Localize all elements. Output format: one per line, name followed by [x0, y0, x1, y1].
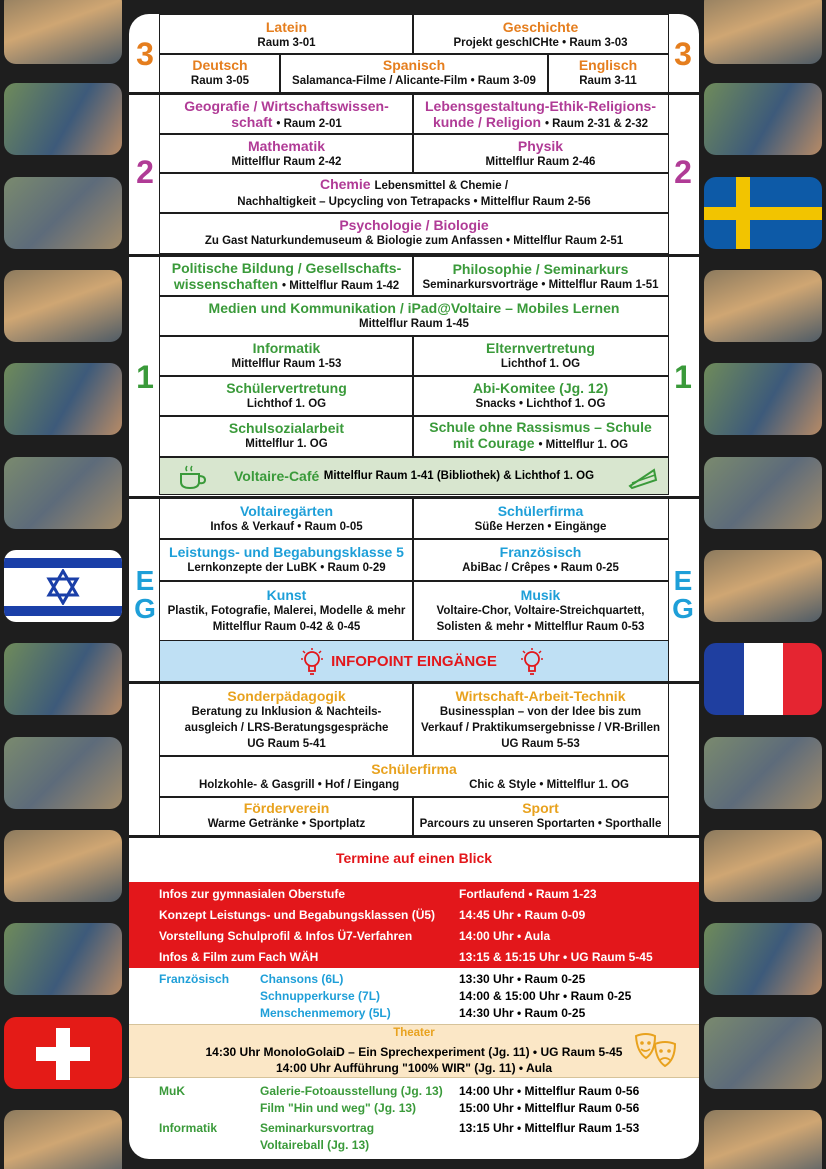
photo-sports-court — [704, 0, 822, 64]
room-title: Englisch — [578, 57, 638, 73]
cafe-detail: Mittelflur Raum 1-41 (Bibliothek) & Lichthof 1. OG — [323, 470, 595, 482]
room-detail: Lernkonzepte der LuBK • Raum 0-29 — [187, 562, 386, 574]
photo-playground — [704, 363, 822, 435]
photo-library — [704, 830, 822, 902]
photo-tablet-lesson — [4, 83, 122, 155]
right-photo-column — [704, 0, 822, 1169]
room-title: Musik — [520, 587, 561, 603]
theater-line-2: 14:00 Uhr Aufführung "100% WIR" (Jg. 11) • Aula — [275, 1061, 553, 1075]
termine-heading: Termine auf einen Blick — [335, 850, 493, 866]
room-title: Latein — [265, 18, 308, 35]
room-title: Schule ohne Rassismus – Schule — [429, 419, 652, 435]
room-title: Chemie — [319, 176, 371, 192]
table-row: Infos zur gymnasialen Oberstufe Fortlaufend • Raum 1-23 — [159, 886, 597, 901]
floor-label-1-left: 1 — [136, 359, 154, 395]
room-detail: Businessplan – von der Idee bis zum — [439, 706, 642, 718]
table-row: Französisch Chansons (6L) 13:30 Uhr • Raum 0-25 — [159, 972, 586, 986]
room-title: Schülervertretung — [226, 380, 347, 396]
table-row: Konzept Leistungs- und Begabungsklassen (Ü5) 14:45 Uhr • Raum 0-09 — [159, 907, 586, 922]
flag-france — [704, 643, 822, 715]
floor-label-eg-g-right: G — [672, 593, 694, 624]
room-title-cont: wissenschaften — [173, 275, 279, 292]
room-detail: Plastik, Fotografie, Malerei, Modelle & mehr — [167, 605, 406, 617]
photo-students-computer — [704, 923, 822, 995]
room-title: Abi-Komitee (Jg. 12) — [472, 380, 609, 396]
room-detail: Chic & Style • Mittelflur 1. OG — [469, 778, 630, 791]
room-detail: Holzkohle- & Gasgrill • Hof / Eingang — [198, 778, 400, 791]
photo-group-outdoors — [4, 457, 122, 529]
room-title: Kunst — [266, 587, 307, 603]
photo-school-building — [704, 457, 822, 529]
room-detail: Snacks • Lichthof 1. OG — [475, 398, 606, 410]
room-title: Elternvertretung — [486, 340, 595, 356]
room-title: Informatik — [252, 340, 321, 356]
infopoint-label: INFOPOINT EINGÄNGE — [331, 652, 497, 670]
room-title: Sport — [522, 800, 559, 816]
room-detail: Solisten & mehr • Mittelflur Raum 0-53 — [436, 621, 645, 633]
room-detail: Raum 3-05 — [190, 75, 250, 87]
room-detail: Nachhaltigkeit – Upcycling von Tetrapacks • Mittelflur Raum 2-56 — [237, 196, 591, 208]
room-detail: • Raum 2-01 — [276, 117, 342, 130]
photo-school-hall — [4, 1110, 122, 1169]
star-of-david-icon — [46, 569, 80, 605]
flag-israel — [4, 550, 122, 622]
table-row: Schnupperkurse (7L) 14:00 & 15:00 Uhr • Raum 0-25 — [260, 989, 632, 1003]
room-title: Lebensgestaltung-Ethik-Religions- — [424, 97, 656, 114]
photo-gallery-wall — [4, 270, 122, 342]
room-title: Politische Bildung / Gesellschafts- — [171, 259, 402, 276]
room-detail: Projekt geschICHte • Raum 3-03 — [453, 36, 628, 49]
table-row: Voltaireball (Jg. 13) — [260, 1138, 370, 1152]
room-title: Schulsozialarbeit — [228, 420, 345, 436]
table-row: Informatik Seminarkursvortrag 13:15 Uhr • Mittelflur Raum 1-53 — [159, 1121, 640, 1135]
table-row: Vorstellung Schulprofil & Infos Ü7-Verfahren 14:00 Uhr • Aula — [159, 928, 551, 943]
floor-label-eg-e-right: E — [673, 565, 693, 596]
room-title: Philosophie / Seminarkurs — [452, 260, 629, 277]
room-detail: Zu Gast Naturkundemuseum & Biologie zum Anfassen • Mittelflur Raum 2-51 — [204, 235, 624, 247]
photo-schoolyard — [4, 737, 122, 809]
room-detail: • Mittelflur Raum 1-42 — [282, 279, 400, 292]
room-detail: Warme Getränke • Sportplatz — [207, 818, 366, 830]
room-detail: Süße Herzen • Eingänge — [474, 521, 607, 533]
room-title-cont: kunde / Religion — [432, 113, 542, 130]
table-row: Infos & Film zum Fach WÄH 13:15 & 15:15 Uhr • UG Raum 5-45 — [159, 949, 653, 964]
photo-sports-ground — [704, 737, 822, 809]
floor-label-3-right: 3 — [674, 36, 692, 72]
room-detail: Voltaire-Chor, Voltaire-Streichquartett, — [436, 605, 645, 617]
room-detail: Lichthof 1. OG — [246, 398, 327, 410]
floor-label-2-right: 2 — [674, 154, 692, 190]
room-detail: Mittelflur Raum 2-42 — [231, 155, 342, 168]
photo-event-hall — [704, 550, 822, 622]
floor-label-1-right: 1 — [674, 359, 692, 395]
flag-sweden — [704, 177, 822, 249]
room-detail: Parcours zu unseren Sportarten • Sporthalle — [419, 818, 662, 830]
room-detail: Mittelflur Raum 1-53 — [231, 358, 342, 370]
room-detail: Mittelflur Raum 0-42 & 0-45 — [212, 621, 361, 633]
theater-line-1: 14:30 Uhr MonoloGolaiD – Ein Sprechexperiment (Jg. 11) • UG Raum 5-45 — [205, 1045, 623, 1059]
left-photo-column — [4, 0, 122, 1169]
room-title: Wirtschaft-Arbeit-Technik — [455, 688, 626, 704]
room-detail: Mittelflur Raum 2-46 — [485, 155, 596, 168]
table-row: Film "Hin und weg" (Jg. 13) 15:00 Uhr • Mittelflur Raum 0-56 — [260, 1101, 640, 1115]
photo-football-team — [704, 270, 822, 342]
room-title: Spanisch — [382, 57, 446, 73]
floor-label-eg-e-left: E — [135, 565, 155, 596]
room-detail: ausgleich / LRS-Beratungsgespräche — [184, 722, 389, 734]
room-title: Französisch — [499, 544, 582, 560]
room-title: Psychologie / Biologie — [339, 217, 489, 233]
room-title-cont: mit Courage — [452, 435, 535, 451]
room-title: Voltairegärten — [239, 503, 334, 519]
photo-sports-field — [4, 830, 122, 902]
photo-classroom — [4, 0, 122, 64]
room-detail: Verkauf / Praktikumsergebnisse / VR-Brillen — [420, 722, 661, 734]
floor-label-2-left: 2 — [136, 154, 154, 190]
room-detail: Infos & Verkauf • Raum 0-05 — [210, 521, 363, 533]
room-detail: Salamanca-Filme / Alicante-Film • Raum 3-09 — [292, 75, 536, 87]
room-title: Mathematik — [247, 137, 326, 154]
photo-students-desk — [4, 363, 122, 435]
room-title: Leistungs- und Begabungsklasse 5 — [169, 544, 404, 560]
theater-title: Theater — [393, 1027, 435, 1039]
room-detail: Raum 3-01 — [257, 36, 316, 49]
room-title: Physik — [517, 137, 564, 154]
room-detail: Seminarkursvorträge • Mittelflur Raum 1-51 — [422, 278, 659, 291]
room-title: Geografie / Wirtschaftswissen- — [184, 97, 389, 114]
room-detail: AbiBac / Crêpes • Raum 0-25 — [462, 562, 619, 574]
photo-children — [704, 1110, 822, 1169]
room-detail: Lebensmittel & Chemie / — [374, 180, 509, 192]
room-detail: UG Raum 5-53 — [501, 738, 580, 750]
room-detail: • Mittelflur 1. OG — [538, 439, 629, 451]
table-row: MuK Galerie-Fotoausstellung (Jg. 13) 14:00 Uhr • Mittelflur Raum 0-56 — [159, 1084, 640, 1098]
room-title: Geschichte — [502, 18, 579, 35]
room-detail: • Raum 2-31 & 2-32 — [544, 117, 649, 130]
photo-students-presentation — [4, 177, 122, 249]
room-title: Sonderpädagogik — [227, 688, 346, 704]
cafe-title: Voltaire-Café — [233, 468, 320, 484]
photo-garden-rocks — [4, 923, 122, 995]
room-title: Deutsch — [192, 57, 248, 73]
room-detail: Lichthof 1. OG — [500, 358, 581, 370]
photo-students-steps — [4, 643, 122, 715]
room-title-cont: schaft — [231, 113, 273, 130]
room-detail: UG Raum 5-41 — [247, 738, 326, 750]
room-detail: Mittelflur Raum 1-45 — [359, 318, 469, 330]
termine-table — [129, 0, 699, 1169]
floor-label-3-left: 3 — [136, 36, 154, 72]
room-title: Schülerfirma — [371, 760, 457, 777]
room-title: Medien und Kommunikation / iPad@Voltaire – Mobiles Lernen — [208, 300, 620, 316]
theater-masks-icon — [633, 1032, 679, 1072]
table-row: Menschenmemory (5L) 14:30 Uhr • Raum 0-25 — [260, 1006, 586, 1020]
floor-label-eg-g-left: G — [134, 593, 156, 624]
room-title: Förderverein — [243, 800, 330, 816]
room-title: Schülerfirma — [497, 503, 584, 519]
room-detail: Beratung zu Inklusion & Nachteils- — [191, 706, 382, 718]
photo-audience — [704, 1017, 822, 1089]
room-detail: Mittelflur 1. OG — [245, 438, 328, 450]
photo-classroom-work — [704, 83, 822, 155]
room-detail: Raum 3-11 — [579, 75, 637, 87]
flag-switzerland — [4, 1017, 122, 1089]
